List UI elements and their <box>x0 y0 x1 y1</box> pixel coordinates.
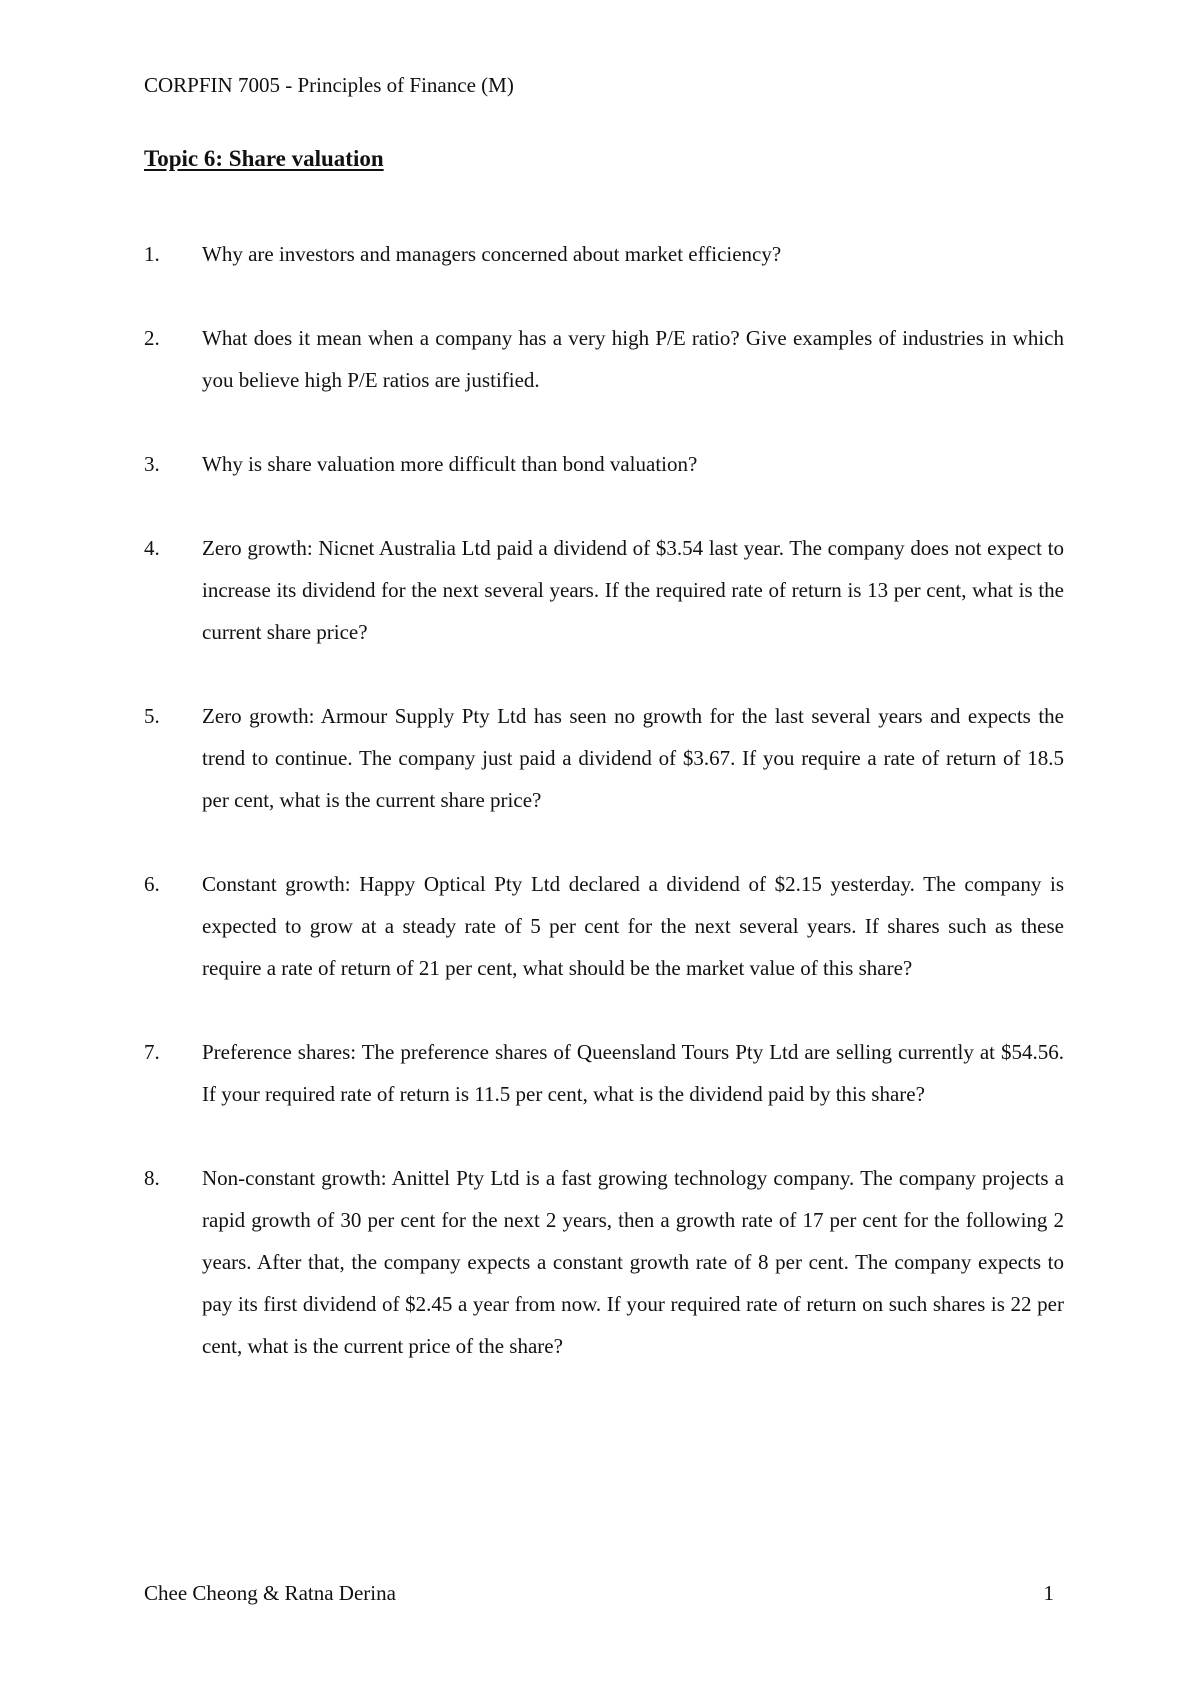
question-number: 1. <box>144 242 160 266</box>
question-number: 8. <box>144 1166 160 1190</box>
question-number: 2. <box>144 326 160 350</box>
page-number: 1 <box>1043 1581 1054 1605</box>
question-list <box>144 233 1064 1409</box>
question-item <box>144 695 1064 821</box>
question-item <box>144 233 1064 275</box>
footer-authors: Chee Cheong & Ratna Derina <box>144 1581 396 1605</box>
question-text: Constant growth: Happy Optical Pty Ltd declared a dividend of $2.15 yesterday. The company is expected to grow at a steady rate of 5 per cent for the next several years. If shares such as these require a rate of return of 21 per cent, what should be the market value of this share? <box>202 872 1064 980</box>
question-number: 6. <box>144 872 160 896</box>
question-item <box>144 527 1064 653</box>
question-text: What does it mean when a company has a very high P/E ratio? Give examples of industries in which you believe high P/E ratios are justified. <box>202 326 1064 392</box>
question-text: Non-constant growth: Anittel Pty Ltd is a fast growing technology company. The company projects a rapid growth of 30 per cent for the next 2 years, then a growth rate of 17 per cent for the following 2 years. After that, the company expects a constant growth rate of 8 per cent. The company expects to pay its first dividend of $2.45 a year from now. If your required rate of return on such shares is 22 per cent, what is the current price of the share? <box>202 1166 1064 1358</box>
question-item <box>144 1031 1064 1115</box>
question-text: Why is share valuation more difficult than bond valuation? <box>202 452 698 476</box>
question-item <box>144 443 1064 485</box>
question-item <box>144 1157 1064 1367</box>
question-number: 5. <box>144 704 160 728</box>
page-title: Topic 6: Share valuation <box>144 146 384 171</box>
question-item <box>144 863 1064 989</box>
question-item <box>144 317 1064 401</box>
question-number: 7. <box>144 1040 160 1064</box>
question-text: Zero growth: Nicnet Australia Ltd paid a dividend of $3.54 last year. The company does not expect to increase its dividend for the next several years. If the required rate of return is 13 per cent, what is the current share price? <box>202 536 1064 644</box>
question-text: Preference shares: The preference shares of Queensland Tours Pty Ltd are selling currently at $54.56. If your required rate of return is 11.5 per cent, what is the dividend paid by this share? <box>202 1040 1064 1106</box>
question-text: Why are investors and managers concerned about market efficiency? <box>202 242 782 266</box>
question-number: 4. <box>144 536 160 560</box>
question-text: Zero growth: Armour Supply Pty Ltd has seen no growth for the last several years and expects the trend to continue. The company just paid a dividend of $3.67. If you require a rate of return of 18.5 per cent, what is the current share price? <box>202 704 1064 812</box>
question-number: 3. <box>144 452 160 476</box>
course-header: CORPFIN 7005 - Principles of Finance (M) <box>144 73 514 97</box>
